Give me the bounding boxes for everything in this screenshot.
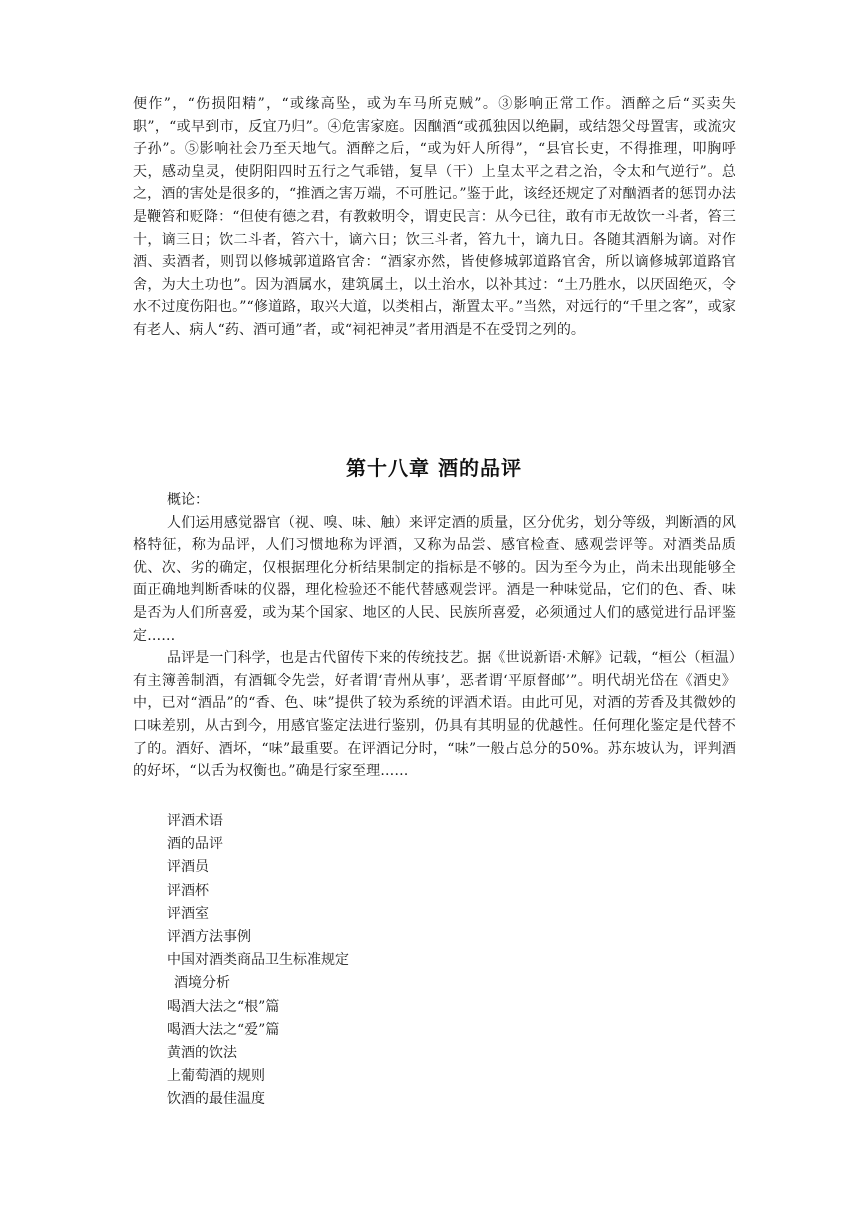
intro-paragraph-2: 品评是一门科学，也是古代留传下来的传统技艺。据《世说新语·术解》记载，“桓公（桓温）有主簿善制酒，有酒辄令先尝，好者谓‘青州从事’，恶者谓‘平原督邮’”。明代胡光岱在《酒史》中，已对“酒品”的“香、色、味”提供了较为系统的评酒术语。由此可见，对酒的芳香及其微妙的口味差别，从古到今，用感官鉴定法进行鉴别，仍具有其明显的优越性。任何理化鉴定是代替不了的。酒好、酒坏，“味”最重要。在评酒记分时，“味”一般占总分的50%。苏东坡认为，评判酒的好坏，“以舌为权衡也。”确是行家至理…… bbox=[133, 650, 736, 780]
toc-item[interactable]: 酒的品评 bbox=[167, 836, 223, 853]
toc-item[interactable]: 上葡萄酒的规则 bbox=[167, 1068, 265, 1085]
top-paragraph-block bbox=[133, 93, 736, 342]
toc-item[interactable]: 酒境分析 bbox=[174, 975, 230, 992]
intro-label: 概论： bbox=[167, 492, 209, 508]
toc-item[interactable]: 评酒术语 bbox=[167, 813, 223, 829]
chapter-title: 第十八章 酒的品评 bbox=[346, 456, 522, 480]
paragraph-top: 便作”，“伤损阳精”，“或缘高坠，或为车马所克贼”。③影响正常工作。酒醉之后“买卖失职”，“或早到市，反宜乃归”。④危害家庭。因酗酒“或孤独因以绝嗣，或结怨父母置害，或流灾子孙”。⑤影响社会乃至天地气。酒醉之后，“或为奸人所得”，“县官长吏，不得推理，叩胸呼天，感动皇灵，使阴阳四时五行之气乖错，复旱（干）上皇太平之君之治，令太和气逆行”。总之，酒的害处是很多的，“推酒之害万端，不可胜记。”鉴于此，该经还规定了对酗酒者的惩罚办法是鞭笞和贬降：“但使有德之君，有教敕明令，谓吏民言：从今已往，敢有市无故饮一斗者，笞三十，谪三日；饮二斗者，笞六十，谪六日；饮三斗者，笞九十，谪九日。各随其酒斛为谪。对作酒、卖酒者，则罚以修城郭道路官舍：“酒家亦然，皆使修城郭道路官舍，所以谪修城郭道路官舍，为大土功也”。因为酒属水，建筑属土，以土治水，以补其过：“土乃胜水，以厌固绝灭，令水不过度伤阳也。”“修道路，取兴大道，以类相占，渐置太平。”当然，对远行的“千里之客”，或家有老人、病人“药、酒可通”者，或“祠祀神灵”者用酒是不在受罚之列的。 bbox=[133, 96, 736, 338]
toc-item[interactable]: 喝酒大法之“根”篇 bbox=[167, 998, 280, 1015]
toc-item[interactable]: 饮酒的最佳温度 bbox=[167, 1091, 265, 1108]
toc-item[interactable]: 评酒方法事例 bbox=[167, 929, 251, 946]
toc-list bbox=[167, 810, 349, 1112]
intro-section bbox=[133, 489, 736, 783]
intro-paragraph-1: 人们运用感觉器官（视、嗅、味、触）来评定酒的质量，区分优劣，划分等级，判断酒的风格特征，称为品评，人们习惯地称为评酒，又称为品尝、感官检查、感观尝评等。对酒类品质优、次、劣的确定，仅根据理化分析结果制定的指标是不够的。因为至今为止，尚未出现能够全面正确地判断香味的仪器，理化检验还不能代替感观尝评。酒是一种味觉品，它们的色、香、味是否为人们所喜爱，或为某个国家、地区的人民、民族所喜爱，必须通过人们的感觉进行品评鉴定…… bbox=[133, 514, 736, 644]
toc-item[interactable]: 评酒杯 bbox=[167, 882, 209, 899]
toc-item[interactable]: 评酒室 bbox=[167, 905, 209, 922]
toc-item[interactable]: 评酒员 bbox=[167, 859, 209, 876]
toc-item[interactable]: 中国对酒类商品卫生标准规定 bbox=[167, 952, 349, 969]
toc-item[interactable]: 黄酒的饮法 bbox=[167, 1045, 237, 1062]
toc-item[interactable]: 喝酒大法之“爱”篇 bbox=[167, 1021, 280, 1038]
